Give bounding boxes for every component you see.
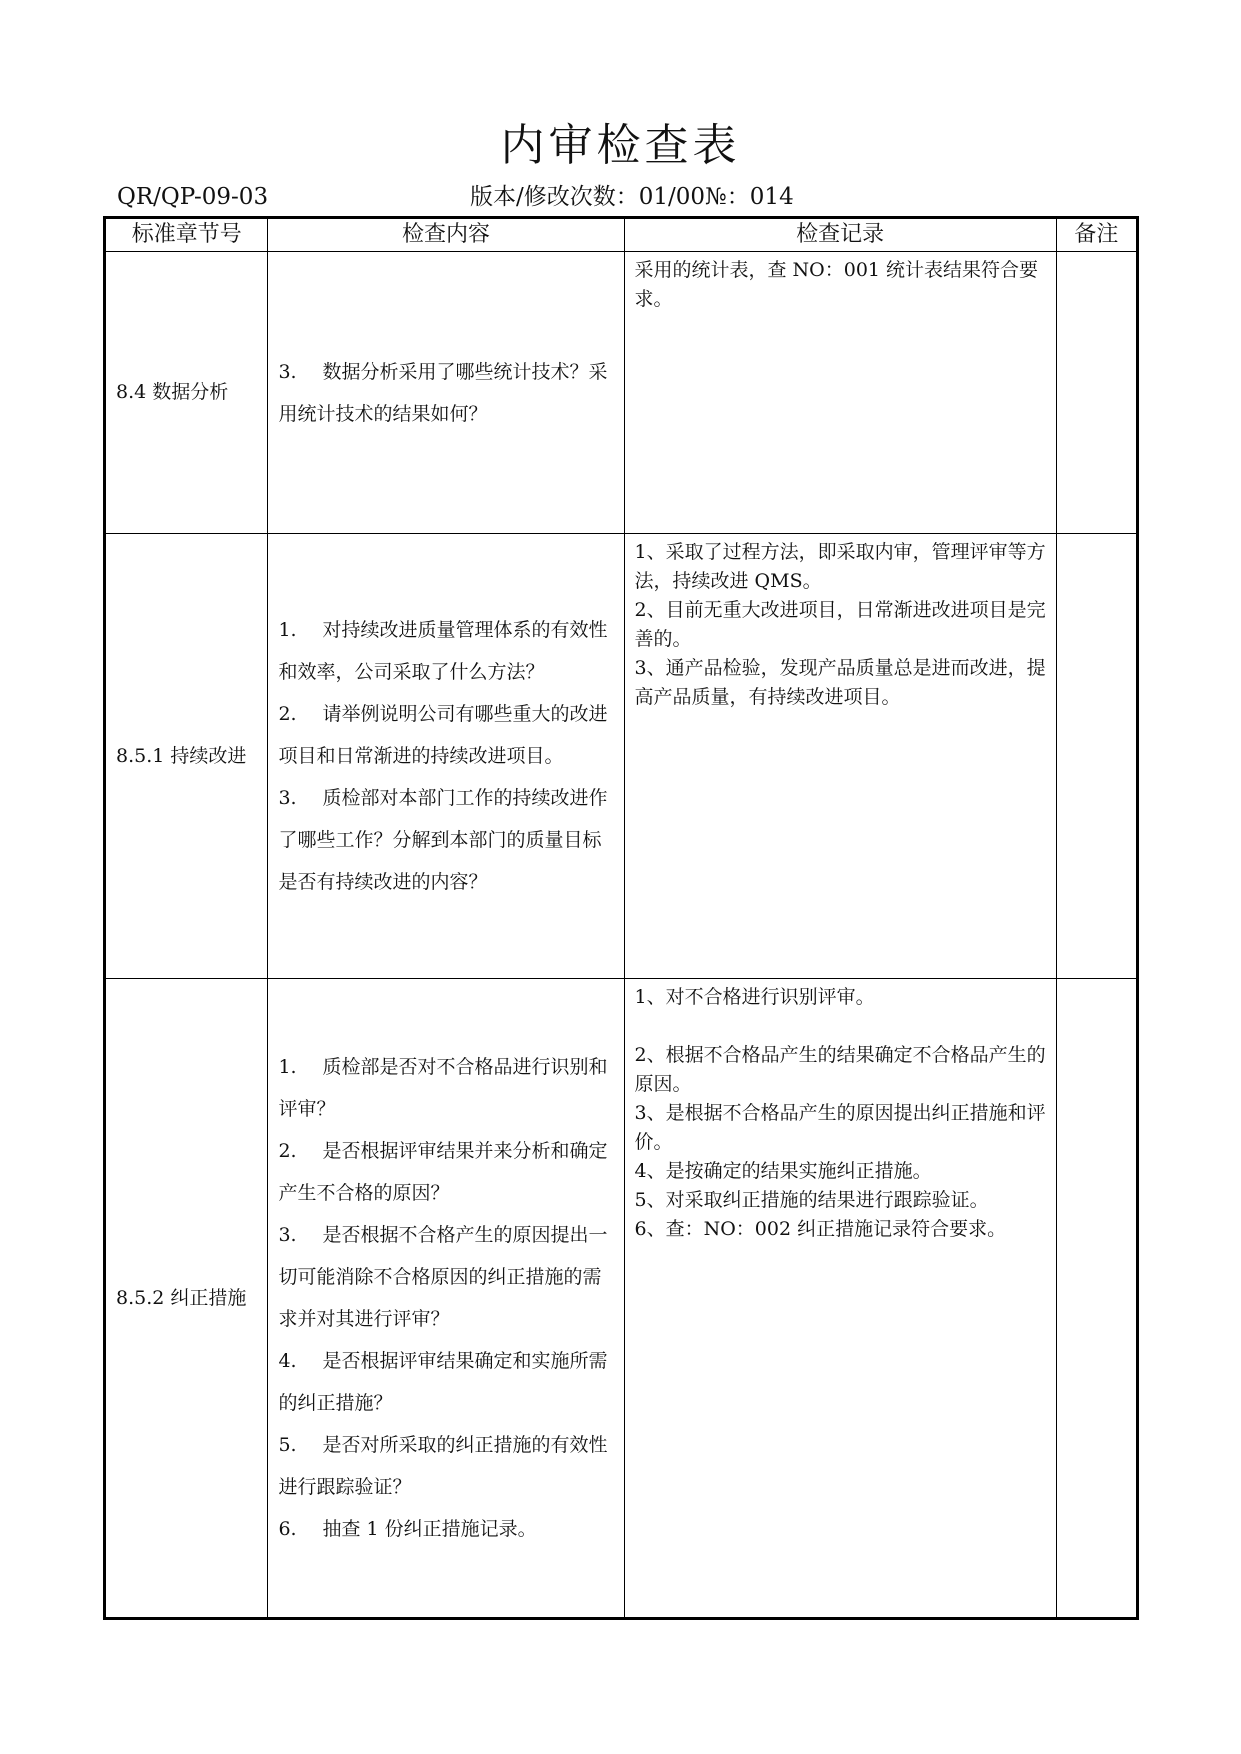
column-header-content: 检查内容 [268,218,624,252]
section-number-cell: 8.5.1 持续改进 [105,534,268,979]
item-text: 质检部对本部门工作的持续改进作了哪些工作？分解到本部门的质量目标是否有持续改进的内容？ [278,787,608,893]
remark-cell [1056,252,1137,534]
remark-cell [1056,534,1137,979]
table-header-row [105,218,1138,252]
check-item [278,693,613,777]
record-line: 3、通产品检验，发现产品质量总是进而改进，提高产品质量，有持续改进项目。 [634,657,1046,708]
page-title: 内审检查表 [500,120,741,171]
check-item [278,777,613,903]
item-number: 2. [278,703,297,725]
item-text: 对持续改进质量管理体系的有效性和效率，公司采取了什么方法？ [278,619,608,683]
record-line: 1、对不合格进行识别评审。 [634,986,875,1008]
column-header-remark: 备注 [1056,218,1137,252]
checklist-table [103,216,1139,1620]
item-text: 是否对所采取的纠正措施的有效性进行跟踪验证？ [278,1434,608,1498]
record-line: 2、根据不合格品产生的结果确定不合格品产生的原因。 [634,1044,1046,1095]
item-number: 3. [278,360,297,383]
table-row [105,979,1138,1619]
check-item [278,1046,613,1130]
item-number: 1. [278,619,297,641]
item-text: 是否根据评审结果并来分析和确定产生不合格的原因？ [278,1140,608,1204]
form-code: QR/QP-09-03 [117,184,269,210]
table-row [105,534,1138,979]
check-record-cell [624,252,1056,534]
item-text: 请举例说明公司有哪些重大的改进项目和日常渐进的持续改进项目。 [278,703,608,767]
item-number: 3. [278,787,297,809]
record-line: 6、查：NO：002 纠正措施记录符合要求。 [634,1218,1007,1240]
record-line: 5、对采取纠正措施的结果进行跟踪验证。 [634,1189,989,1211]
item-text: 质检部是否对不合格品进行识别和评审？ [278,1056,608,1120]
item-number: 2. [278,1140,297,1162]
version-number: 版本/修改次数：01/00№：014 [470,184,794,210]
item-number: 6. [278,1518,297,1540]
table-row [105,252,1138,534]
check-item [278,1508,613,1550]
check-content-cell [268,534,624,979]
record-line: 采用的统计表，查 NO：001 统计表结果符合要求。 [634,259,1039,310]
column-header-section: 标准章节号 [105,218,268,252]
check-item [278,1214,613,1340]
check-item [278,1424,613,1508]
record-line: 2、目前无重大改进项目，日常渐进改进项目是完善的。 [634,599,1046,650]
item-text: 数据分析采用了哪些统计技术？采用统计技术的结果如何？ [278,360,608,425]
item-text: 是否根据不合格产生的原因提出一切可能消除不合格原因的纠正措施的需求并对其进行评审？ [278,1224,608,1330]
record-line: 3、是根据不合格品产生的原因提出纠正措施和评价。 [634,1102,1046,1153]
item-number: 5. [278,1434,297,1456]
check-record-cell [624,979,1056,1619]
remark-cell [1056,979,1137,1619]
column-header-record: 检查记录 [624,218,1056,252]
section-number-cell: 8.5.2 纠正措施 [105,979,268,1619]
check-item [278,1340,613,1424]
item-number: 1. [278,1056,297,1078]
check-content-cell [268,979,624,1619]
record-line: 1、采取了过程方法，即采取内审，管理评审等方法，持续改进 QMS。 [634,541,1046,592]
section-number-cell: 8.4 数据分析 [105,252,268,534]
check-item [278,609,613,693]
item-text: 是否根据评审结果确定和实施所需的纠正措施？ [278,1350,608,1414]
item-number: 4. [278,1350,297,1372]
item-number: 3. [278,1224,297,1246]
check-item [278,1130,613,1214]
check-content-cell [268,252,624,534]
check-item [278,351,613,435]
check-record-cell [624,534,1056,979]
item-text: 抽查 1 份纠正措施记录。 [322,1518,537,1540]
record-line: 4、是按确定的结果实施纠正措施。 [634,1160,932,1182]
